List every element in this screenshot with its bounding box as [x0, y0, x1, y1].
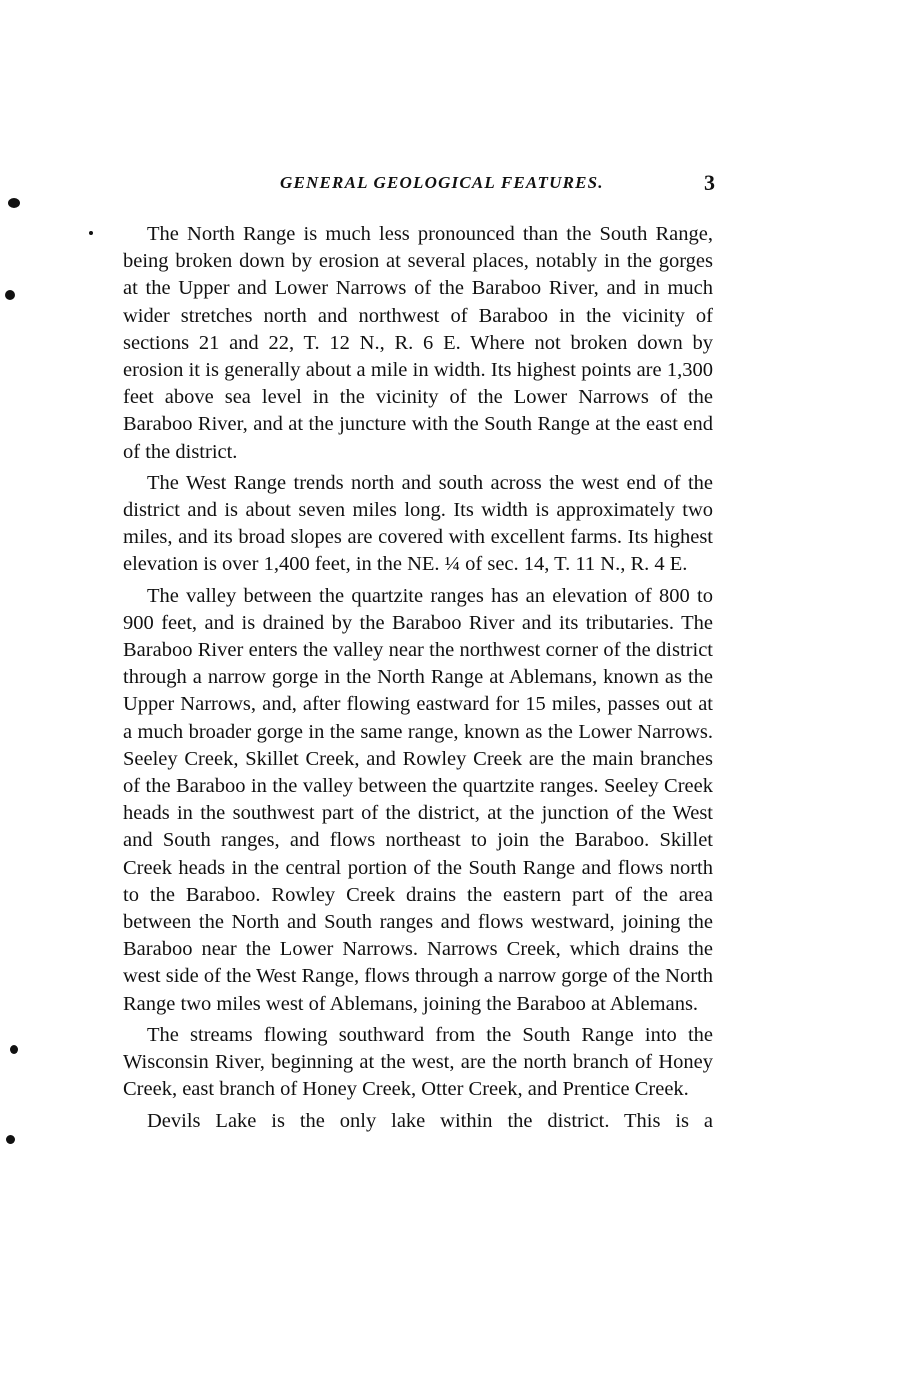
paragraph-valley: The valley between the quartzite ranges has an elevation of 800 to 900 feet, and is drained by the Baraboo River and its tributaries. The Baraboo River enters the valley near the northwest corner of the district through a narrow gorge in the North Range at Ablemans, known as the Upper Narrows, and, after flowing eastward for 15 miles, passes out at a much broader gorge in the same range, known as the Lower Narrows. Seeley Creek, Skillet Creek, and Rowley Creek are the main branches of the Baraboo in the valley between the quartzite ranges. Seeley Creek heads in the southwest part of the district, at the junction of the West and South ranges, and flows northeast to join the Baraboo. Skillet Creek heads in the central portion of the South Range and flows north to the Baraboo. Rowley Creek drains the eastern part of the area between the North and South ranges and flows westward, joining the Baraboo near the Lower Narrows. Narrows Creek, which drains the west side of the West Range, flows through a narrow gorge of the North Range two miles west of Ablemans, joining the Baraboo at Ablemans. — [123, 584, 713, 1015]
scan-speck — [5, 290, 15, 300]
scan-speck — [6, 1135, 15, 1144]
page-number: 3 — [704, 170, 715, 195]
paragraph-north-range: The North Range is much less pronounced than the South Range, being broken down by erosion at several places, notably in the gorges at the Upper and Lower Narrows of the Baraboo River, and in much wider stretches north and northwest of Baraboo in the vicinity of sections 21 and 22, T. 12 N., R. 6 E. Where not broken down by erosion it is generally about a mile in width. Its highest points are 1,300 feet above sea level in the vicinity of the Lower Narrows of the Baraboo River, and at the juncture with the South Range at the east end of the district. — [123, 223, 713, 463]
scan-speck — [89, 231, 93, 235]
page-header — [120, 170, 715, 200]
running-head: GENERAL GEOLOGICAL FEATURES. — [280, 173, 604, 192]
paragraph-west-range: The West Range trends north and south across the west end of the district and is about seven miles long. Its width is approximately two miles, and its broad slopes are covered with excellent farms. Its highest elevation is over 1,400 feet, in the NE. ¼ of sec. 14, T. 11 N., R. 4 E. — [123, 471, 713, 576]
paragraph-southward-streams: The streams flowing southward from the South Range into the Wisconsin River, beginning at the west, are the north branch of Honey Creek, east branch of Honey Creek, Otter Creek, and Prentice Creek. — [123, 1023, 713, 1101]
paragraph-devils-lake: Devils Lake is the only lake within the district. This is a — [147, 1109, 713, 1132]
scan-speck — [8, 198, 20, 208]
body-text — [123, 221, 713, 1139]
scan-speck — [10, 1045, 18, 1054]
